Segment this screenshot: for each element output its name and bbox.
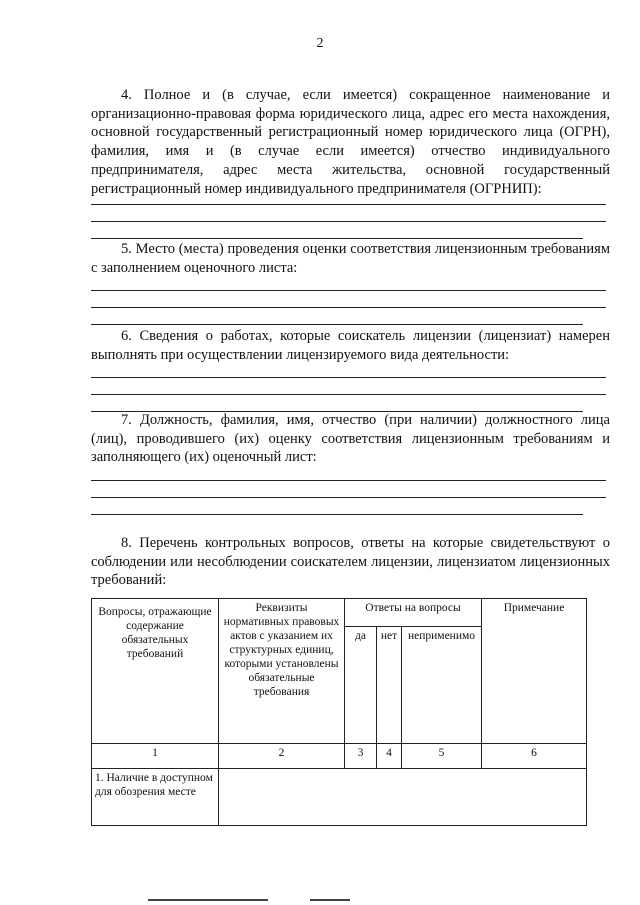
- column-number: 1: [92, 744, 219, 769]
- fill-line: [91, 290, 606, 291]
- header-no: нет: [377, 627, 402, 744]
- checklist-table: [91, 598, 587, 826]
- column-number: 4: [377, 744, 402, 769]
- page-number: 2: [316, 36, 324, 51]
- section-4-text: [91, 86, 610, 198]
- section-8-paragraph: 8. Перечень контрольных вопросов, ответы на которые свидетельствуют о соблюдении или несоблюдении соискателем лицензии, лицензиатом лицензионных требований:: [91, 535, 610, 589]
- fill-line: [91, 514, 583, 515]
- question-cell: 1. Наличие в доступном для обозрения месте: [92, 769, 219, 826]
- scan-artifact: [310, 899, 350, 901]
- section-5-text: [91, 240, 610, 277]
- section-7-text: [91, 411, 610, 467]
- column-number: 2: [219, 744, 345, 769]
- column-number: 3: [345, 744, 377, 769]
- section-5-paragraph: 5. Место (места) проведения оценки соответствия лицензионным требованиям с заполнением оценочного листа:: [91, 241, 610, 276]
- header-not-applicable: неприменимо: [402, 627, 482, 744]
- fill-line: [91, 204, 606, 205]
- fill-line: [91, 307, 606, 308]
- section-7-paragraph: 7. Должность, фамилия, имя, отчество (при наличии) должностного лица (лиц), проводившего (их) оценку соответствия лицензионным требованиям и заполняющего (их) оценочный лист:: [91, 412, 610, 466]
- header-requisites: Реквизиты нормативных правовых актов с указанием их структурных единиц, которыми установлены обязательные требования: [219, 599, 345, 744]
- column-number: 5: [402, 744, 482, 769]
- column-number-row: [92, 744, 587, 769]
- merged-answer-cell: [219, 769, 587, 826]
- fill-line: [91, 238, 583, 239]
- fill-line: [91, 480, 606, 481]
- fill-line: [91, 497, 606, 498]
- fill-line: [91, 221, 606, 222]
- header-note: Примечание: [482, 599, 587, 744]
- scan-artifact: [148, 899, 268, 901]
- fill-line: [91, 324, 583, 325]
- header-yes: да: [345, 627, 377, 744]
- section-6-paragraph: 6. Сведения о работах, которые соискатель лицензии (лицензиат) намерен выполнять при осуществлении лицензируемого вида деятельности:: [91, 328, 610, 363]
- header-questions: Вопросы, отражающие содержание обязательных требований: [92, 599, 219, 744]
- column-number: 6: [482, 744, 587, 769]
- header-answers: Ответы на вопросы: [345, 599, 482, 627]
- section-6-text: [91, 327, 610, 364]
- table-row: [92, 769, 587, 826]
- section-8-text: [91, 534, 610, 590]
- section-4-paragraph: 4. Полное и (в случае, если имеется) сокращенное наименование и организационно-правовая форма юридического лица, адрес его места нахождения, основной государственный регистрационный номер юридического лица (ОГРН), фамилия, имя и (в случае если имеется) отчество индивидуального предпринимателя, адрес места жительства, основной государственный регистрационный номер индивидуального предпринимателя (ОГРНИП):: [91, 87, 610, 197]
- fill-line: [91, 394, 606, 395]
- fill-line: [91, 377, 606, 378]
